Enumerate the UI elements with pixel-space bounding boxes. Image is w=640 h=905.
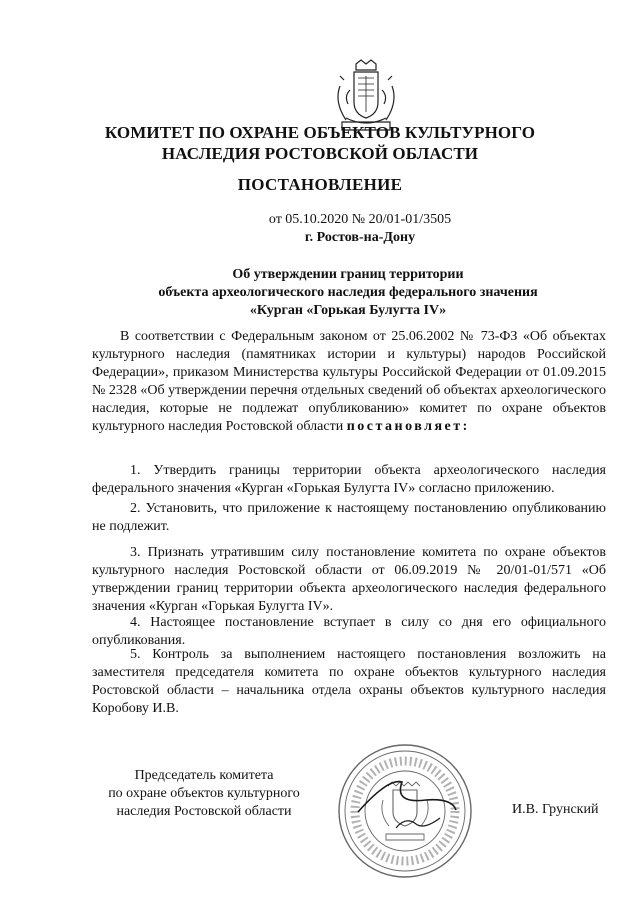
signatory-position — [84, 767, 324, 821]
signatory-name: И.В. Грунский — [512, 802, 599, 817]
subject-line-2: объекта археологического наследия федерального значения — [158, 285, 538, 300]
decree-item-5: 5. Контроль за выполнением настоящего постановления возложить на заместителя председателя комитета по охране объектов культурного наследия Ростовской области – начальника отдела охраны объектов культурного наследия Коробову И.В. — [92, 647, 606, 716]
decree-item-2: 2. Установить, что приложение к настоящему постановлению опубликованию не подлежит. — [92, 501, 606, 534]
decree-item-1: 1. Утвердить границы территории объекта археологического наследия федерального значения «Курган «Горькая Булугта IV» согласно приложению. — [92, 463, 606, 496]
org-line-2: НАСЛЕДИЯ РОСТОВСКОЙ ОБЛАСТИ — [161, 144, 479, 163]
official-seal-icon — [336, 742, 474, 880]
preamble-paragraph — [92, 328, 606, 436]
document-date-number: от 05.10.2020 № 20/01-01/3505 — [268, 212, 452, 227]
decree-item-3: 3. Признать утратившим силу постановление комитета по охране объектов культурного наследия Ростовской области от 06.09.2019 № 20/01-01/571 «Об утверждении границ территории объекта археологического наследия федерального значения «Курган «Горькая Булугта IV». — [92, 545, 606, 614]
decree-item-4: 4. Настоящее постановление вступает в силу со дня его официального опубликования. — [92, 615, 606, 648]
org-line-1: КОМИТЕТ ПО ОХРАНЕ ОБЪЕКТОВ КУЛЬТУРНОГО — [104, 123, 536, 142]
position-line-3: наследия Ростовской области — [116, 804, 292, 819]
document-subject — [28, 266, 640, 320]
position-line-2: по охране объектов культурного — [108, 786, 300, 801]
document-city: г. Ростов-на-Дону — [304, 230, 416, 245]
position-line-1: Председатель комитета — [134, 768, 274, 783]
subject-line-3: «Курган «Горькая Булугта IV» — [249, 303, 447, 318]
subject-line-1: Об утверждении границ территории — [232, 267, 464, 282]
organization-name — [0, 122, 640, 164]
document-type: ПОСТАНОВЛЕНИЕ — [237, 175, 403, 194]
preamble-text: В соответствии с Федеральным законом от 25.06.2002 № 73-ФЗ «Об объектах культурного наследия (памятниках истории и культуры) народов Российской Федерации», приказом Министерства культуры Российской Федерации от 01.09.2015 № 2328 «Об утверждении перечня отдельных сведений об объектах археологического наследия, которые не подлежат опубликованию» комитет по охране объектов культурного наследия Ростовской области — [92, 329, 606, 434]
decree-word: постановляет: — [346, 419, 470, 434]
